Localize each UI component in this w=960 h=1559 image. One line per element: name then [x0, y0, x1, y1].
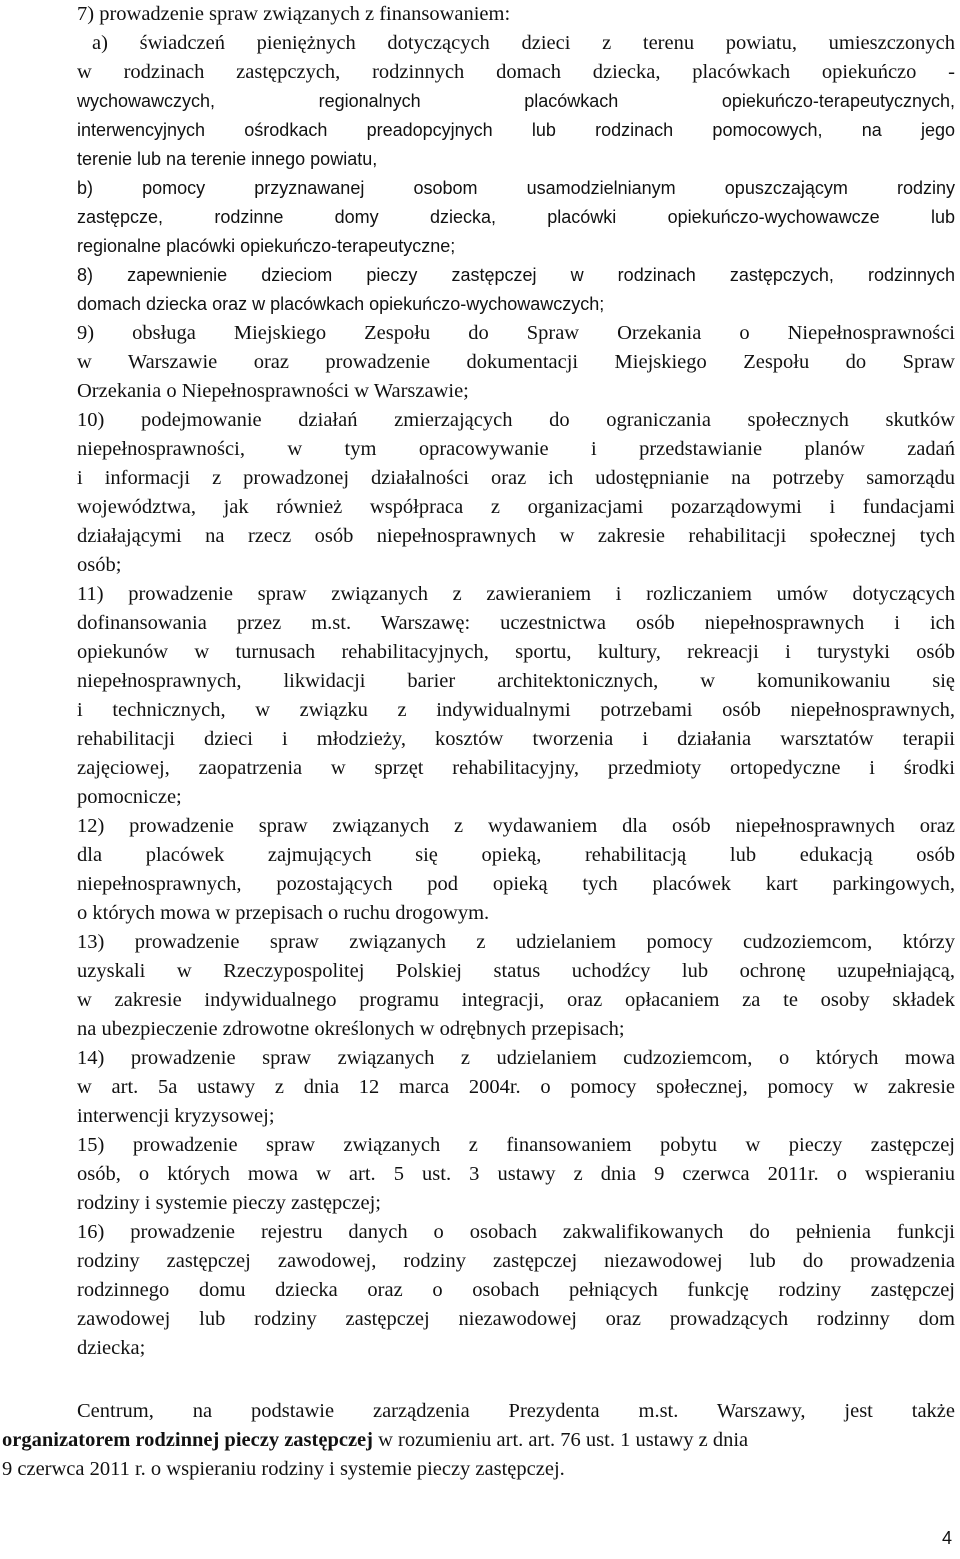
- list-item-7-heading: 7) prowadzenie spraw związanych z finansowaniem:: [77, 3, 511, 25]
- list-item-11-line: pomocnicze;: [77, 786, 182, 808]
- list-item-9-line: w Warszawie oraz prowadzenie dokumentacji Miejskiego Zespołu do Spraw: [77, 351, 955, 373]
- list-item-16-line: dziecka;: [77, 1337, 146, 1359]
- list-item-10-line: działającymi na rzecz osób niepełnosprawnych w zakresie rehabilitacji społecznej tych: [77, 525, 955, 547]
- list-item-14-line: w art. 5a ustawy z dnia 12 marca 2004r. o pomocy społecznej, pomocy w zakresie: [77, 1076, 955, 1098]
- list-item-10-line: województwa, jak również współpraca z organizacjami pozarządowymi i fundacjami: [77, 496, 955, 518]
- list-item-7b-line: zastępcze, rodzinne domy dziecka, placówki opiekuńczo-wychowawcze lub: [77, 207, 955, 227]
- list-item-12-line: o których mowa w przepisach o ruchu drogowym.: [77, 902, 490, 924]
- list-item-15-line: osób, o których mowa w art. 5 ust. 3 ustawy z dnia 9 czerwca 2011r. o wspieraniu: [77, 1163, 955, 1185]
- closing-paragraph-line-2: [2, 1426, 955, 1455]
- list-item-14-line: interwencji kryzysowej;: [77, 1105, 275, 1127]
- list-item-9-line: 9) obsługa Miejskiego Zespołu do Spraw Orzekania o Niepełnosprawności: [77, 322, 955, 344]
- list-item-11-line: rehabilitacji dzieci i młodzieży, kosztów tworzenia i działania warsztatów terapii: [77, 728, 955, 750]
- page-number: 4: [941, 1528, 952, 1548]
- list-item-11-line: niepełnosprawnych, likwidacji barier architektonicznych, w komunikowaniu się: [77, 670, 955, 692]
- list-item-13-line: uzyskali w Rzeczypospolitej Polskiej status uchodźcy lub ochronę uzupełniającą,: [77, 960, 955, 982]
- list-item-13-line: na ubezpieczenie zdrowotne określonych w odrębnych przepisach;: [77, 1018, 625, 1040]
- list-item-7a-line: interwencyjnych ośrodkach preadopcyjnych lub rodzinach pomocowych, na jego: [77, 120, 955, 140]
- list-item-15-line: 15) prowadzenie spraw związanych z finansowaniem pobytu w pieczy zastępczej: [77, 1134, 955, 1156]
- list-item-7b-line: b) pomocy przyznawanej osobom usamodzielnianym opuszczającym rodziny: [77, 178, 955, 198]
- list-item-9-line: Orzekania o Niepełnosprawności w Warszawie;: [77, 380, 469, 402]
- closing-paragraph-line-2-rest: w rozumieniu art. art. 76 ust. 1 ustawy z dnia: [372, 1429, 749, 1451]
- list-item-14-line: 14) prowadzenie spraw związanych z udzielaniem cudzoziemcom, o których mowa: [77, 1047, 955, 1069]
- list-item-11-line: zajęciowej, zaopatrzenia w sprzęt rehabilitacyjny, przedmioty ortopedyczne i środki: [77, 757, 955, 779]
- list-item-10-line: niepełnosprawności, w tym opracowywanie i przedstawianie planów zadań: [77, 438, 955, 460]
- closing-paragraph-line-1: Centrum, na podstawie zarządzenia Prezydenta m.st. Warszawy, jest także: [77, 1400, 955, 1422]
- organizer-bold-phrase: organizatorem rodzinnej pieczy zastępczej: [2, 1429, 373, 1451]
- list-item-13-line: w zakresie indywidualnego programu integracji, oraz opłacaniem za te osoby składek: [77, 989, 955, 1011]
- list-item-16-line: rodzinnego domu dziecka oraz o osobach pełniących funkcję rodziny zastępczej: [77, 1279, 955, 1301]
- list-item-11-line: i technicznych, w związku z indywidualnymi potrzebami osób niepełnosprawnych,: [77, 699, 955, 721]
- list-item-16-line: rodziny zastępczej zawodowej, rodziny zastępczej niezawodowej lub do prowadzenia: [77, 1250, 955, 1272]
- list-item-11-line: 11) prowadzenie spraw związanych z zawieraniem i rozliczaniem umów dotyczących: [77, 583, 955, 605]
- list-item-13-line: 13) prowadzenie spraw związanych z udzielaniem pomocy cudzoziemcom, którzy: [77, 931, 955, 953]
- list-item-8-line: 8) zapewnienie dzieciom pieczy zastępczej w rodzinach zastępczych, rodzinnych: [77, 265, 955, 285]
- list-item-7a-line: terenie lub na terenie innego powiatu,: [77, 149, 378, 169]
- list-item-7a-line: w rodzinach zastępczych, rodzinnych domach dziecka, placówkach opiekuńczo -: [77, 61, 955, 83]
- list-item-15-line: rodziny i systemie pieczy zastępczej;: [77, 1192, 381, 1214]
- list-item-12-line: dla placówek zajmujących się opieką, rehabilitacją lub edukacją osób: [77, 844, 955, 866]
- list-item-10-line: osób;: [77, 554, 122, 576]
- list-item-11-line: opiekunów w turnusach rehabilitacyjnych, sportu, kultury, rekreacji i turystyki osób: [77, 641, 955, 663]
- list-item-12-line: 12) prowadzenie spraw związanych z wydawaniem dla osób niepełnosprawnych oraz: [77, 815, 955, 837]
- list-item-7b-line: regionalne placówki opiekuńczo-terapeutyczne;: [77, 236, 456, 256]
- list-item-12-line: niepełnosprawnych, pozostających pod opieką tych placówek kart parkingowych,: [77, 873, 955, 895]
- list-item-7a-line: wychowawczych, regionalnych placówkach opiekuńczo-terapeutycznych,: [77, 91, 955, 111]
- list-item-11-line: dofinansowania przez m.st. Warszawę: uczestnictwa osób niepełnosprawnych i ich: [77, 612, 955, 634]
- list-item-10-line: 10) podejmowanie działań zmierzających do ograniczania społecznych skutków: [77, 409, 955, 431]
- closing-paragraph-line-3: 9 czerwca 2011 r. o wspieraniu rodziny i systemie pieczy zastępczej.: [2, 1458, 565, 1480]
- list-item-16-line: zawodowej lub rodziny zastępczej niezawodowej oraz prowadzących rodzinny dom: [77, 1308, 955, 1330]
- list-item-7a-line: a) świadczeń pieniężnych dotyczących dzieci z terenu powiatu, umieszczonych: [92, 32, 955, 54]
- list-item-8-line: domach dziecka oraz w placówkach opiekuńczo-wychowawczych;: [77, 294, 605, 314]
- list-item-16-line: 16) prowadzenie rejestru danych o osobach zakwalifikowanych do pełnienia funkcji: [77, 1221, 955, 1243]
- list-item-10-line: i informacji z prowadzonej działalności oraz ich udostępnianie na potrzeby samorządu: [77, 467, 955, 489]
